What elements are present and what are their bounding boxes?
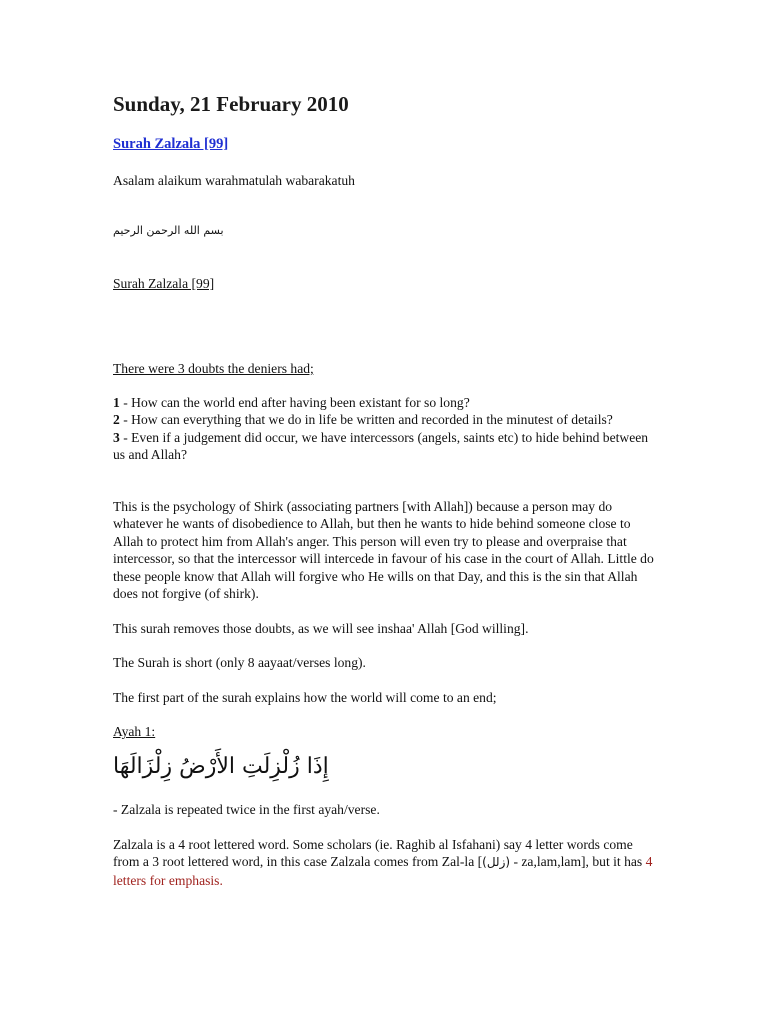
doubt-number: 3 — [113, 429, 120, 445]
doubt-text: - Even if a judgement did occur, we have intercessors (angels, saints etc) to hide behind between us and Allah? — [113, 429, 649, 463]
short-paragraph: The Surah is short (only 8 aayaat/verses long). — [113, 655, 366, 670]
first-part-paragraph: The first part of the surah explains how the world will come to an end; — [113, 690, 497, 705]
doubts-list — [113, 394, 658, 464]
surah-heading: Surah Zalzala [99] — [113, 276, 215, 291]
post-date: Sunday, 21 February 2010 — [113, 92, 349, 116]
doubt-item — [113, 411, 658, 428]
shirk-paragraph: This is the psychology of Shirk (associating partners [with Allah]) because a person may do whatever he wants of disobedience to Allah, but then he wants to hide behind someone close to Allah to protect him from Allah's anger. This person will even try to please and overpraise that intercessor, so that the intercessor will intercede in favour of his case in the court of Allah. Little do these people know that Allah will forgive who He wills on that Day, and this is the sin that Allah does not forgive (of shirk). — [113, 499, 654, 602]
zalzala-paragraph — [113, 836, 658, 889]
zalzala-text-b: - za,lam,lam], but it has — [510, 854, 646, 870]
doubt-number: 1 — [113, 395, 120, 410]
doubt-number: 2 — [113, 412, 120, 428]
doubt-text: - How can everything that we do in life be written and recorded in the minutest of details? — [119, 412, 613, 428]
doubt-item — [113, 429, 658, 464]
greeting-text: Asalam alaikum warahmatulah wabarakatuh — [113, 173, 355, 188]
doubt-item — [113, 394, 658, 411]
ayah-heading: Ayah 1: — [113, 724, 156, 739]
repeated-paragraph: - Zalzala is repeated twice in the first ayah/verse. — [113, 802, 380, 817]
emphasis-red-text: 4 letters for emphasis. — [113, 854, 653, 888]
ayah-arabic-text: إِذَا زُلْزِلَتِ الأَرْضُ زِلْزَالَهَا — [113, 754, 329, 779]
zalzala-text-a: Zalzala is a 4 root lettered word. Some scholars (ie. Raghib al Isfahani) say 4 letter words come from a 3 root lettered word, in this case Zalzala comes from Zal-la [ — [113, 837, 633, 870]
removes-paragraph: This surah removes those doubts, as we will see inshaa' Allah [God willing]. — [113, 621, 529, 636]
doubts-heading: There were 3 doubts the deniers had; — [113, 361, 314, 376]
zalzala-arabic-root: (زلل) — [482, 855, 511, 870]
basmala-text: بسم الله الرحمن الرحيم — [113, 224, 224, 237]
doubt-text: - How can the world end after having been existant for so long? — [119, 395, 470, 410]
post-title-link[interactable]: Surah Zalzala [99] — [113, 136, 229, 152]
